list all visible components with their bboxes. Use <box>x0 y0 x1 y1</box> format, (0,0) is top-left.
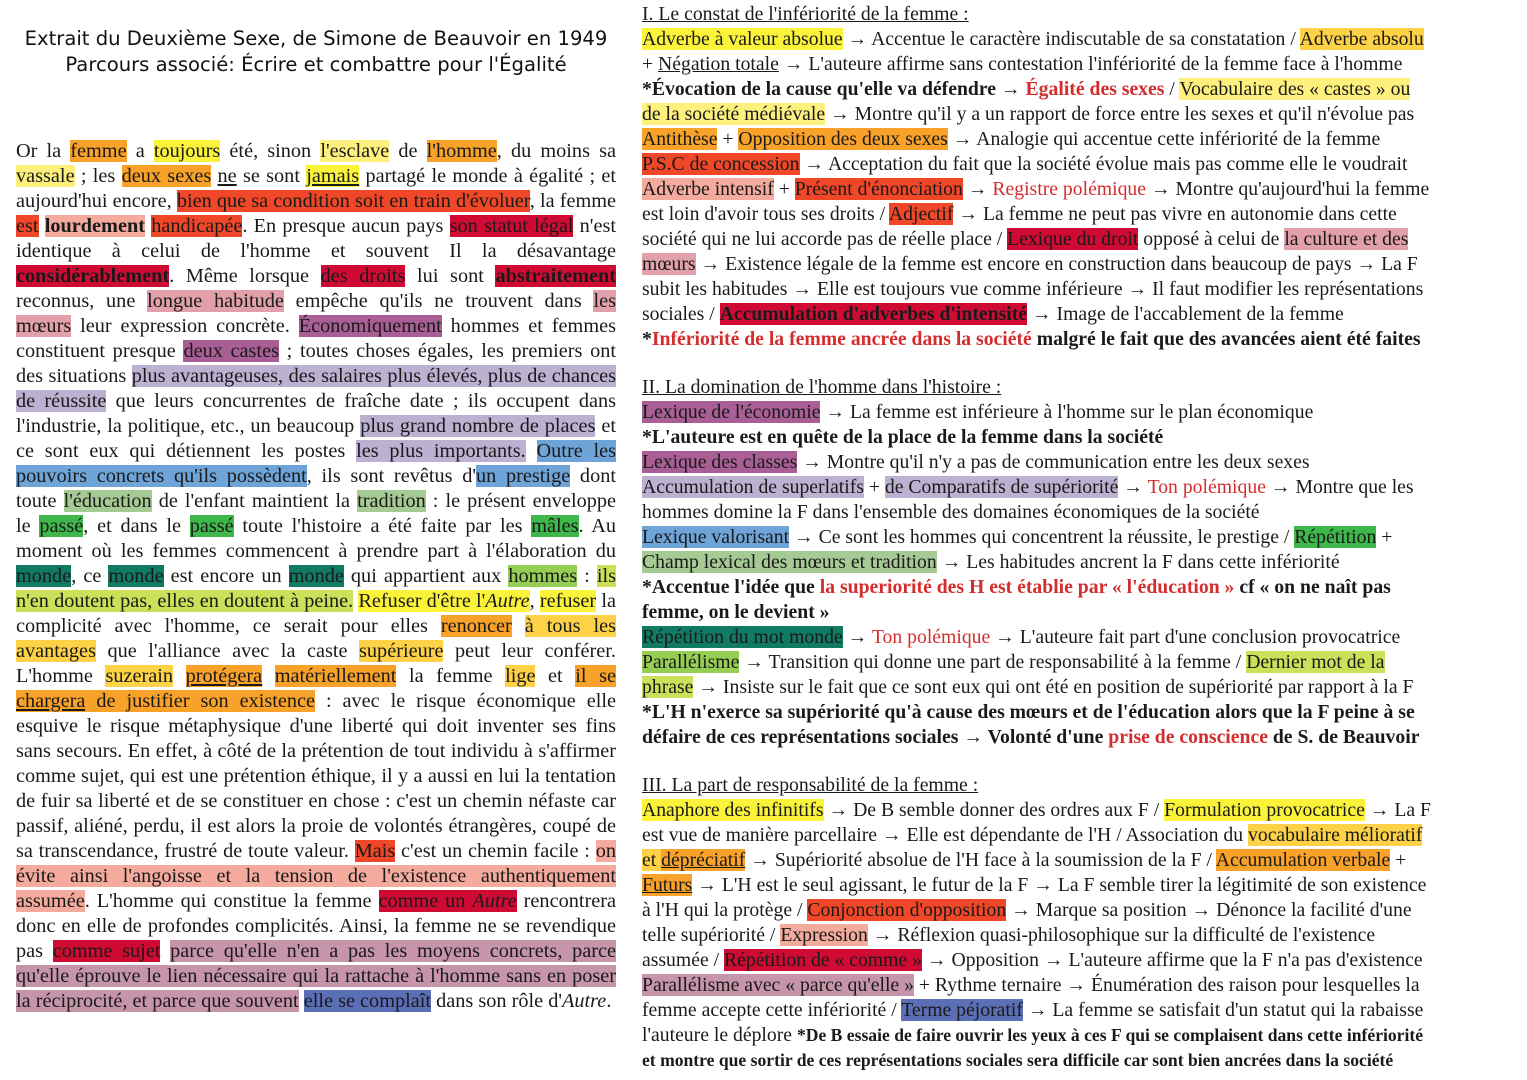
highlighted-phrase: mâles <box>531 515 579 537</box>
highlighted-phrase: comme sujet <box>52 940 161 962</box>
note-text: femme accepte cette infériorité / <box>642 999 902 1021</box>
note-text: → La F <box>1364 799 1431 821</box>
highlighted-phrase: handicapée <box>151 215 243 237</box>
note-text: / <box>1164 78 1180 100</box>
highlight-label: la culture et des <box>1284 228 1409 250</box>
note-line <box>642 1023 1514 1048</box>
highlight-label: Conjonction d'opposition <box>807 899 1007 921</box>
note-text: est loin d'avoir tous ses droits / <box>642 203 889 225</box>
note-text: → Montre que les <box>1265 476 1414 498</box>
note-text: défaire de ces représentations sociales → Volonté d'une <box>642 726 1109 748</box>
highlight-label: Dernier mot de la <box>1246 651 1385 673</box>
highlighted-phrase: Économiquement <box>298 315 442 337</box>
note-text: → L'auteure fait part d'une conclusion provocatrice <box>990 626 1401 648</box>
note-text: → Les habitudes ancrent la F dans cette infériorité <box>936 551 1340 573</box>
highlight-label: Opposition des deux sexes <box>738 128 948 150</box>
note-text: → Marque sa position → Dénonce la facilité d'une <box>1006 899 1412 921</box>
note-text: sociales / <box>642 303 720 325</box>
highlighted-phrase: Autre <box>472 890 517 912</box>
note-line <box>642 227 1514 252</box>
note-line <box>642 973 1514 998</box>
text-segment: , du moins sa <box>496 140 616 162</box>
note-text: → Montre qu'il n'y a pas de communication entre les deux sexes <box>797 451 1310 473</box>
note-text: → Acceptation du fait que la société évolue mais pas comme elle le voudrait <box>799 153 1408 175</box>
text-segment: rencontrera donc en elle de profondes complicités. Ainsi, la femme ne se revendique pas <box>16 890 617 962</box>
note-text: → Montre qu'il y a un rapport de force entre les sexes et qu'il n'évolue pas <box>825 103 1415 125</box>
note-line <box>642 550 1514 575</box>
note-text: * <box>642 328 652 350</box>
note-line <box>642 898 1514 923</box>
highlighted-phrase: elle se complaît <box>303 990 432 1012</box>
note-text: *De B essaie de faire ouvrir les yeux à ces F qui se complaisent dans cette infériorité <box>796 1025 1424 1045</box>
highlight-label: Antithèse <box>642 128 718 150</box>
note-line <box>642 1048 1514 1073</box>
note-text: → Analogie qui accentue cette infériorité de la femme <box>947 128 1381 150</box>
text-segment: , ce <box>71 565 109 587</box>
highlight-label: Adverbe à valeur absolue <box>642 28 843 50</box>
highlight-label: mœurs <box>642 253 696 275</box>
note-text: opposé à celui de <box>1138 228 1285 250</box>
note-line <box>642 798 1514 823</box>
text-segment <box>39 215 45 237</box>
note-line <box>642 873 1514 898</box>
highlighted-phrase: Refuser d'être l' <box>358 590 486 612</box>
text-segment: dont toute <box>16 465 616 512</box>
note-line <box>642 848 1514 873</box>
text-segment: que l'alliance avec la caste <box>95 640 360 662</box>
analysis-notes <box>642 2 1514 1073</box>
note-text: + <box>863 476 885 498</box>
highlight-label: Présent d'énonciation <box>794 178 963 200</box>
note-text: subit les habitudes → Elle est toujours vue comme inférieure → Il faut modifier les représentations <box>642 278 1424 300</box>
note-text: → Réflexion quasi-philosophique sur la difficulté de l'existence <box>867 924 1376 946</box>
highlighted-phrase: chargera <box>16 690 86 712</box>
note-text: III. La part de responsabilité de la femme : <box>642 774 979 796</box>
note-text: + <box>717 128 739 150</box>
note-text: + Rythme ternaire → Énumération des raison pour lesquelles la <box>913 974 1420 996</box>
highlighted-phrase: passé <box>189 515 234 537</box>
note-line <box>642 202 1514 227</box>
note-line <box>642 575 1514 600</box>
title-block <box>16 26 616 78</box>
highlight-label: dépréciatif <box>661 849 746 871</box>
note-line <box>642 675 1514 700</box>
excerpt-text <box>16 139 616 1014</box>
note-text: *L'H n'exerce sa supériorité qu'à cause des mœurs et de l'éducation alors que la F peine à se <box>642 701 1415 723</box>
note-text: *Accentue l'idée que <box>642 576 820 598</box>
highlighted-phrase: jamais <box>306 165 360 187</box>
text-segment: leur expression concrète. <box>71 315 299 337</box>
text-segment: : avec le risque économique elle esquive le risque métaphysique d'une liberté qui doit inventer ses fins sans secours. En effet, à côté de la prétention de tout individu à s'affirmer comme sujet, qui est une prétention éthique, il y a aussi en lui la tentation de fuir sa liberté et de se constituer en chose : c'est un chemin néfaste car passif, aliéné, perdu, il est alors la proie de volontés étrangères, coupé de sa transcendance, frustré de toute valeur. <box>16 690 617 862</box>
highlight-label: Lexique de l'économie <box>642 401 821 423</box>
note-text: cf « on ne naît pas <box>1234 576 1391 598</box>
passage-column <box>16 26 616 1014</box>
text-segment: se sont <box>236 165 307 187</box>
note-text: → Image de l'accablement de la femme <box>1027 303 1344 325</box>
note-text: → Supériorité absolue de l'H face à la soumission de la F / <box>745 849 1216 871</box>
text-segment <box>160 940 170 962</box>
text-segment: : le présent enveloppe le <box>16 490 616 537</box>
note-text: → <box>962 178 993 200</box>
note-line <box>642 650 1514 675</box>
text-segment: , la femme <box>529 190 617 212</box>
text-segment <box>262 665 275 687</box>
highlighted-phrase: supérieure <box>359 640 444 662</box>
text-segment: c'est un chemin facile : <box>395 840 596 862</box>
text-segment: été, sinon <box>220 140 321 162</box>
note-line <box>642 252 1514 277</box>
note-text: est vue de manière parcellaire → Elle est dépendante de l'H / Association du <box>642 824 1248 846</box>
highlighted-phrase: l'esclave <box>320 140 390 162</box>
note-text: la superiorité des H est établie par « l'éducation » <box>819 576 1235 598</box>
note-line <box>642 823 1514 848</box>
text-segment: toute l'histoire a été faite par les <box>233 515 532 537</box>
note-text: + <box>1390 849 1407 871</box>
highlighted-phrase: abstraitement <box>495 265 616 287</box>
note-text: société qui ne lui accorde pas de réelle place / <box>642 228 1008 250</box>
note-line <box>642 302 1514 327</box>
highlighted-phrase: hommes <box>508 565 578 587</box>
note-text: hommes domine la F dans l'ensemble des domaines économiques de la société <box>642 501 1260 523</box>
highlighted-phrase: considérablement <box>16 265 170 287</box>
highlighted-phrase: les mœurs <box>16 290 616 337</box>
highlight-label: P.S.C de concession <box>642 153 800 175</box>
highlight-label: Parallélisme avec « parce qu'elle » <box>642 974 914 996</box>
note-line <box>642 127 1514 152</box>
text-segment: peut leur conférer. L'homme <box>16 640 616 687</box>
text-segment: et <box>535 665 576 687</box>
note-text: telle supériorité / <box>642 924 781 946</box>
note-line <box>642 923 1514 948</box>
text-segment: . Au moment où les femmes commencent à prendre part à l'élaboration du <box>16 515 616 562</box>
note-text: → Montre qu'aujourd'hui la femme <box>1146 178 1430 200</box>
highlighted-phrase: tradition <box>357 490 426 512</box>
highlight-label: de Comparatifs de supériorité <box>884 476 1119 498</box>
highlight-label: Répétition de « comme » <box>724 949 922 971</box>
highlighted-phrase: protégera <box>185 665 263 687</box>
section-spacer <box>642 750 1514 773</box>
highlight-label: Accumulation d'adverbes d'intensité <box>719 303 1027 325</box>
note-text: *L'auteure est en quête de la place de la femme dans la société <box>642 426 1164 448</box>
text-segment: est encore un <box>163 565 289 587</box>
note-line <box>642 77 1514 102</box>
highlighted-phrase: plus grand nombre de places <box>360 415 596 437</box>
highlighted-phrase: parce qu'elle n'en a pas les moyens concrets, parce qu'elle éprouve le lien nécessaire qui la rattache à l'homme sans en poser la réciprocité, et parce que souvent <box>16 940 616 1012</box>
note-text: → Accentue le caractère indiscutable de sa constatation / <box>842 28 1300 50</box>
note-line <box>642 152 1514 177</box>
highlight-label: Adjectif <box>888 203 954 225</box>
text-segment: . Même lorsque <box>169 265 321 287</box>
highlight-label: Futurs <box>642 874 693 896</box>
note-line <box>642 948 1514 973</box>
note-text: → La femme ne peut pas vivre en autonomie dans cette <box>953 203 1397 225</box>
highlighted-phrase: renoncer <box>440 615 512 637</box>
highlight-label: phrase <box>642 676 694 698</box>
section-heading <box>642 773 1514 798</box>
text-segment: , <box>529 590 540 612</box>
highlight-label: Anaphore des infinitifs <box>642 799 824 821</box>
text-segment: hommes et femmes constituent presque <box>16 315 616 362</box>
note-line <box>642 400 1514 425</box>
note-line <box>642 177 1514 202</box>
note-text: Registre polémique <box>992 178 1147 200</box>
text-segment: lui sont <box>405 265 496 287</box>
highlighted-phrase: un prestige <box>476 465 571 487</box>
highlight-label: et <box>642 849 662 871</box>
highlight-label: Accumulation de superlatifs <box>642 476 864 498</box>
highlighted-phrase: les plus importants. <box>356 440 526 462</box>
text-segment: que leurs concurrentes de fraîche date ; ils occupent dans l'industrie, la politique, etc., un beaucoup <box>16 390 616 437</box>
highlight-label: Vocabulaire des « castes » ou <box>1179 78 1411 100</box>
highlighted-phrase: monde <box>16 565 72 587</box>
text-segment: , ils sont revêtus d' <box>306 465 477 487</box>
text-segment: . En presque aucun pays <box>242 215 450 237</box>
note-text: → Ce sont les hommes qui concentrent la réussite, le prestige / <box>789 526 1295 548</box>
note-text: + <box>642 53 659 75</box>
highlight-label: Lexique du droit <box>1007 228 1139 250</box>
note-text: *Évocation de la cause qu'elle va défendre <box>642 78 996 100</box>
highlighted-phrase: passé <box>39 515 84 537</box>
note-text: assumée / <box>642 949 725 971</box>
highlight-label: Répétition <box>1294 526 1377 548</box>
note-text: → Insiste sur le fait que ce sont eux qui ont été en position de supériorité par rapport à la F <box>693 676 1414 698</box>
note-line <box>642 600 1514 625</box>
note-text: l'auteure le déplore <box>642 1024 797 1046</box>
text-segment: a <box>126 140 154 162</box>
note-text: de S. de Beauvoir <box>1267 726 1420 748</box>
note-line <box>642 700 1514 725</box>
highlighted-phrase: plus avantageuses, des salaires plus élevés, plus de chances de réussite <box>16 365 616 412</box>
note-line <box>642 27 1514 52</box>
page-subtitle: Parcours associé: Écrire et combattre pour l'Égalité <box>65 53 567 76</box>
note-line <box>642 625 1514 650</box>
text-segment: de l'enfant maintient la <box>151 490 358 512</box>
section-heading <box>642 375 1514 400</box>
highlight-label: vocabulaire mélioratif <box>1248 824 1423 846</box>
highlight-label: Répétition du mot monde <box>642 626 843 648</box>
text-segment: empêche qu'ils ne trouvent dans <box>283 290 594 312</box>
highlight-label: de la société médiévale <box>642 103 826 125</box>
text-segment: n'est identique à celui de l'homme et souvent Il la désavantage <box>16 215 616 262</box>
note-text: malgré le fait que des avancées aient été faites <box>1031 328 1421 350</box>
highlight-label: Accumulation verbale <box>1215 849 1391 871</box>
page-title: Extrait du Deuxième Sexe, de Simone de Beauvoir en 1949 <box>24 27 608 50</box>
highlight-label: Champ lexical des mœurs et tradition <box>642 551 937 573</box>
text-segment: . L'homme qui constitue la femme <box>84 890 379 912</box>
text-segment: Autre <box>562 990 607 1012</box>
note-text: → L'H est le seul agissant, le futur de la F → La F semble tirer la légitimité de son existence <box>692 874 1427 896</box>
text-segment: partagé le monde à égalité ; et aujourd'hui encore, <box>16 165 617 212</box>
note-line <box>642 525 1514 550</box>
note-line <box>642 725 1514 750</box>
highlighted-phrase: Autre <box>485 590 530 612</box>
text-segment: : <box>577 565 597 587</box>
note-text: → Opposition → L'auteure affirme que la F n'a pas d'existence <box>921 949 1423 971</box>
note-line <box>642 327 1514 352</box>
text-segment: dans son rôle d' <box>431 990 562 1012</box>
highlighted-phrase: suzerain <box>105 665 174 687</box>
highlighted-phrase: monde <box>108 565 164 587</box>
highlighted-phrase: l'homme <box>426 140 497 162</box>
highlight-label: Expression <box>780 924 868 946</box>
note-text: → Existence légale de la femme est encore en construction dans beaucoup de pays → La F <box>695 253 1418 275</box>
note-text: Infériorité de la femme ancrée dans la société <box>651 328 1032 350</box>
note-text: Ton polémique <box>871 626 991 648</box>
note-text: Ton polémique <box>1147 476 1266 498</box>
highlighted-phrase: Mais <box>354 840 396 862</box>
highlighted-phrase: monde <box>288 565 344 587</box>
highlighted-phrase: Outre les pouvoirs concrets qu'ils possèdent <box>16 440 616 487</box>
text-segment <box>173 665 186 687</box>
note-line <box>642 102 1514 127</box>
highlighted-phrase: est <box>16 215 39 237</box>
text-segment: la complicité avec l'homme, ce serait pour elles <box>16 590 616 637</box>
note-text: II. La domination de l'homme dans l'histoire : <box>642 376 1002 398</box>
text-segment <box>526 440 537 462</box>
note-text: + <box>773 178 795 200</box>
note-text: → L'auteure affirme sans contestation l'infériorité de la femme face à l'homme <box>778 53 1403 75</box>
highlighted-phrase: longue habitude <box>147 290 284 312</box>
highlighted-phrase: bien que sa condition soit en train d'évoluer <box>176 190 530 212</box>
highlight-label: Adverbe intensif <box>642 178 774 200</box>
note-line <box>642 998 1514 1023</box>
section-heading <box>642 2 1514 27</box>
highlighted-phrase: ils n'en doutent pas, elles en doutent à peine. <box>16 565 617 612</box>
highlighted-phrase: lourdement <box>44 215 145 237</box>
text-segment: et ce sont eux qui détiennent les postes <box>16 415 616 462</box>
text-segment: de <box>389 140 427 162</box>
highlight-label: Formulation provocatrice <box>1164 799 1365 821</box>
note-text: → <box>1118 476 1148 498</box>
note-text: prise de conscience <box>1108 726 1268 748</box>
highlight-label: Parallélisme <box>642 651 740 673</box>
highlighted-phrase: des droits <box>320 265 406 287</box>
note-line <box>642 450 1514 475</box>
highlighted-phrase: à tous les avantages <box>16 615 616 662</box>
highlighted-phrase: refuser <box>539 590 597 612</box>
text-segment: la femme <box>396 665 506 687</box>
text-segment: reconnus, une <box>16 290 148 312</box>
highlighted-phrase: lige <box>505 665 536 687</box>
text-segment: , et dans le <box>83 515 190 537</box>
text-segment <box>299 990 304 1012</box>
text-segment: Or la <box>16 140 71 162</box>
text-segment: qui appartient aux <box>343 565 509 587</box>
note-text: → Transition qui donne une part de responsabilité à la femme / <box>739 651 1247 673</box>
text-segment: . <box>606 990 612 1012</box>
note-line <box>642 52 1514 77</box>
note-text: I. Le constat de l'infériorité de la femme : <box>642 3 969 25</box>
text-segment: ; les <box>74 165 122 187</box>
highlighted-phrase: matériellement <box>274 665 397 687</box>
note-text: + <box>1376 526 1393 548</box>
note-line <box>642 500 1514 525</box>
text-segment: ; toutes choses égales, les premiers ont des situations <box>16 340 616 387</box>
note-line <box>642 277 1514 302</box>
highlighted-phrase: son statut légal <box>449 215 574 237</box>
note-text: Égalité des sexes <box>1025 78 1165 100</box>
note-text: → <box>996 78 1026 100</box>
highlighted-phrase: toujours <box>153 140 221 162</box>
highlighted-phrase: deux castes <box>183 340 279 362</box>
note-text: → De B semble donner des ordres aux F / <box>823 799 1165 821</box>
note-text: Négation totale <box>658 53 779 75</box>
highlighted-phrase: l'éducation <box>63 490 152 512</box>
note-text: femme, on le devient » <box>642 601 830 623</box>
highlight-label: Adverbe absolu <box>1299 28 1424 50</box>
highlight-label: Lexique des classes <box>642 451 798 473</box>
note-line <box>642 475 1514 500</box>
note-text: → La femme se satisfait d'un statut qui la rabaisse <box>1022 999 1424 1021</box>
text-segment <box>512 615 525 637</box>
highlighted-phrase: on évite ainsi l'angoisse et la tension de l'existence authentiquement assumée <box>16 840 616 912</box>
highlighted-phrase: de justifier son existence <box>85 690 316 712</box>
highlighted-phrase: il se <box>575 665 616 687</box>
note-text: → <box>842 626 872 648</box>
text-segment: ne <box>217 165 237 187</box>
section-spacer <box>642 352 1514 375</box>
highlighted-phrase: comme un <box>378 890 473 912</box>
note-text: à l'H qui la protège / <box>642 899 808 921</box>
highlight-label: Lexique valorisant <box>642 526 790 548</box>
note-line <box>642 425 1514 450</box>
note-text: et montre que sortir de ces représentations sociales sera difficile car sont bien ancrées dans la société <box>642 1050 1394 1070</box>
highlight-label: Terme péjoratif <box>901 999 1023 1021</box>
highlighted-phrase: deux sexes <box>121 165 212 187</box>
note-text: → La femme est inférieure à l'homme sur le plan économique <box>820 401 1314 423</box>
highlighted-phrase: femme <box>70 140 127 162</box>
highlighted-phrase: vassale <box>16 165 75 187</box>
